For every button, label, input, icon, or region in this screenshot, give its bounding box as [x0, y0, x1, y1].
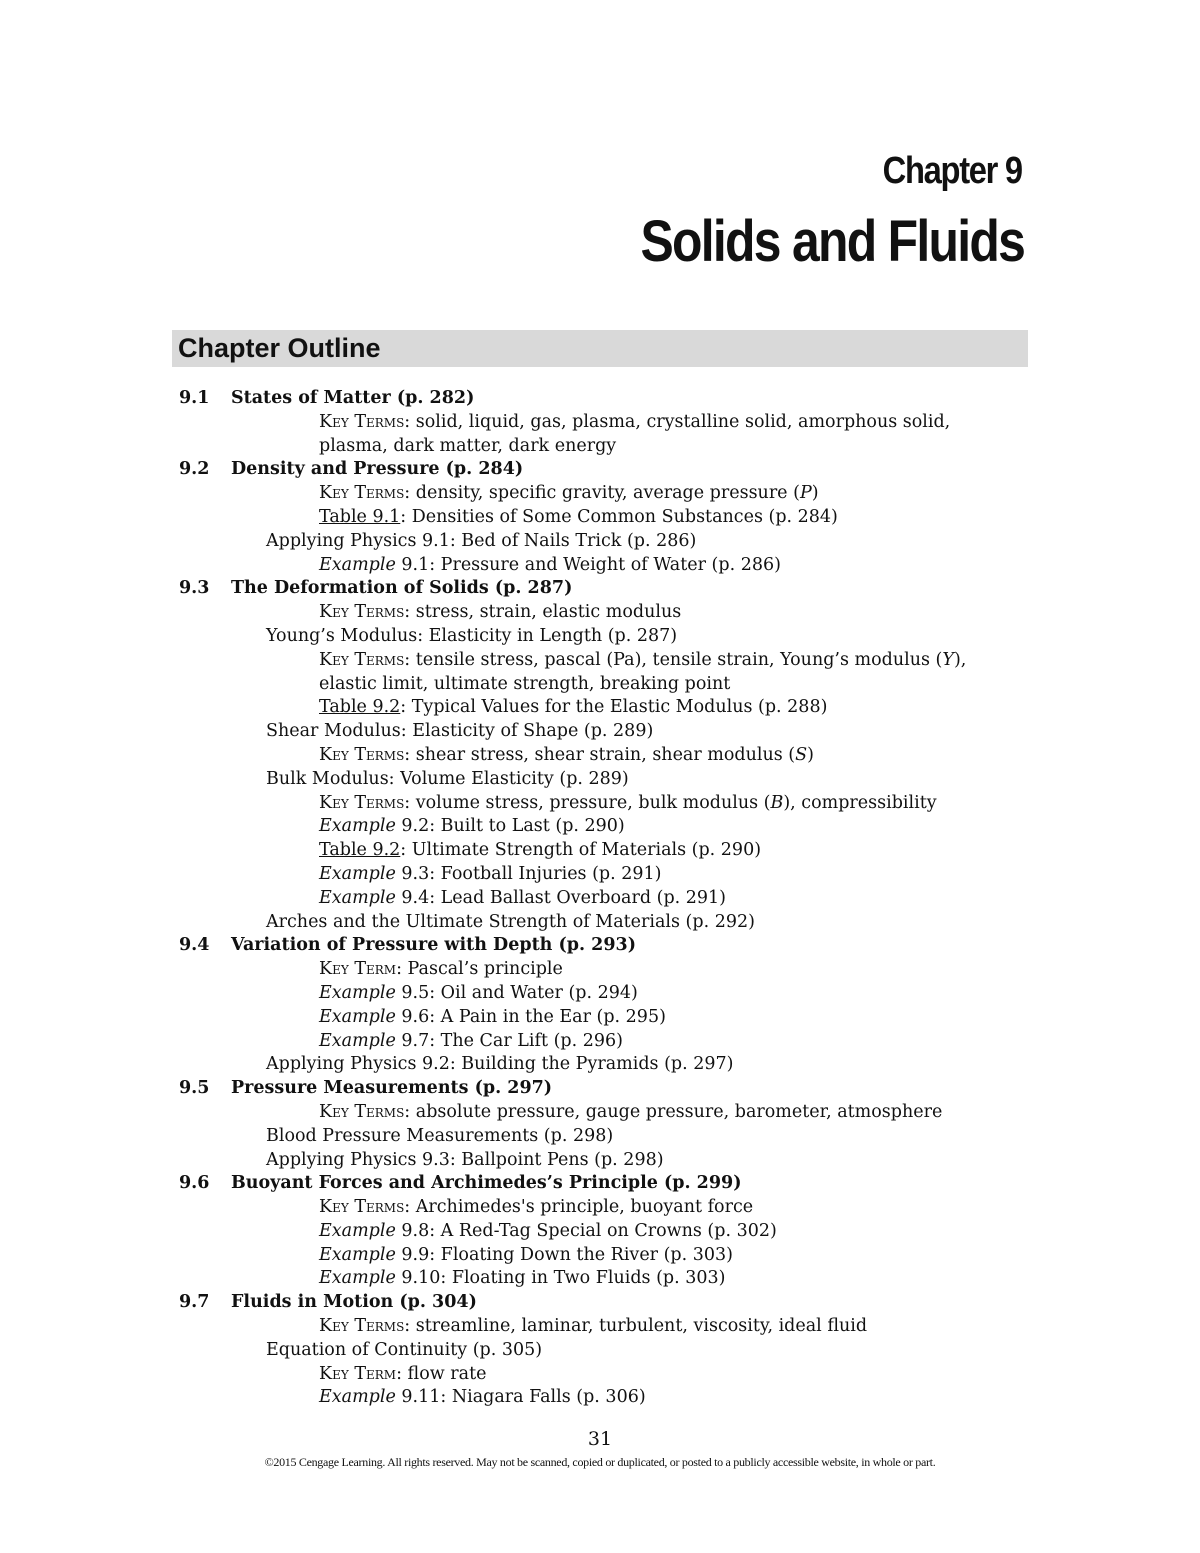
outline-entry: [319, 1386, 646, 1410]
copyright-notice: ©2015 Cengage Learning. All rights reserved. May not be scanned, copied or duplicated, or posted to a publicly accessible website, in whole or part.: [264, 1455, 936, 1469]
keyterms-text: : streamline, laminar, turbulent, viscosity, ideal fluid: [404, 1316, 868, 1337]
outline-entry: [319, 601, 681, 625]
chapter-title: Solids and Fluids: [640, 209, 1024, 274]
outline-entry: [319, 1267, 725, 1291]
outline-line-sub: [0, 911, 1200, 935]
outline-entry: [319, 1315, 867, 1339]
subsection-title: Young’s Modulus: Elasticity in Length (p. 287): [266, 625, 678, 646]
keyterms-text: : absolute pressure, gauge pressure, barometer, atmosphere: [404, 1101, 943, 1122]
outline-entry: [319, 1220, 777, 1244]
symbol-text: B: [770, 792, 784, 813]
tail-text: ): [807, 744, 814, 765]
example-prefix: Example: [319, 982, 396, 1003]
outline-line-example: [0, 1220, 1200, 1244]
example-text: 9.6: A Pain in the Ear (p. 295): [395, 1006, 666, 1027]
symbol-text: Y: [942, 649, 954, 670]
subsection-title: Applying Physics 9.2: Building the Pyramids (p. 297): [266, 1054, 734, 1075]
section-title: States of Matter (p. 282): [231, 388, 475, 408]
outline-line-keyterms: [0, 601, 1200, 625]
section-number: 9.5: [179, 1078, 210, 1099]
keyterms-prefix: Key Terms: [319, 411, 405, 432]
outline-entry: [319, 696, 827, 720]
table-text: : Ultimate Strength of Materials (p. 290): [400, 840, 762, 861]
outline-line-example: [0, 1006, 1200, 1030]
outline-entry: [319, 1196, 753, 1220]
outline-entry: [319, 554, 781, 578]
section-number: 9.1: [179, 388, 210, 408]
example-prefix: Example: [319, 1244, 396, 1265]
outline-entry: [319, 411, 950, 435]
outline-entry: [319, 482, 819, 506]
keyterms-text: : density, specific gravity, average pressure (: [404, 483, 800, 504]
section-number: 9.2: [179, 459, 210, 480]
outline-line-example: [0, 1386, 1200, 1410]
example-text: 9.11: Niagara Falls (p. 306): [395, 1387, 646, 1408]
keyterms-text: : volume stress, pressure, bulk modulus (: [404, 792, 771, 813]
example-prefix: Example: [319, 816, 396, 837]
outline-line-keyterms: [0, 792, 1200, 816]
outline-entry: [319, 815, 625, 839]
keyterms-text: : solid, liquid, gas, plasma, crystalline solid, amorphous solid,: [404, 411, 951, 432]
outline-entry: [319, 792, 937, 816]
outline-line-table: [0, 506, 1200, 530]
table-text: : Typical Values for the Elastic Modulus (p. 288): [400, 697, 828, 718]
example-text: 9.5: Oil and Water (p. 294): [395, 982, 638, 1003]
outline-line-keyterms: [0, 958, 1200, 982]
example-prefix: Example: [319, 1006, 396, 1027]
outline-line-keyterms: [0, 1363, 1200, 1387]
section-number: 9.6: [179, 1173, 210, 1194]
keyterms-text: : flow rate: [396, 1363, 487, 1384]
outline-line-section: [0, 577, 1200, 601]
chapter-outline: [0, 387, 1200, 1410]
outline-line-cont: [0, 673, 1200, 697]
section-title: Fluids in Motion (p. 304): [231, 1292, 477, 1313]
section-title: Buoyant Forces and Archimedes’s Principle (p. 299): [231, 1173, 742, 1194]
example-prefix: Example: [319, 887, 396, 908]
outline-line-section: [0, 1172, 1200, 1196]
outline-entry: [319, 1244, 733, 1268]
keyterms-prefix: Key Term: [319, 1363, 397, 1384]
outline-line-sub: [0, 1149, 1200, 1173]
continuation-text: elastic limit, ultimate strength, breaking point: [319, 673, 731, 694]
section-number: 9.4: [179, 935, 210, 956]
outline-entry: [319, 649, 966, 673]
outline-entry: [319, 1006, 666, 1030]
table-text: : Densities of Some Common Substances (p. 284): [400, 506, 838, 527]
outline-line-table: [0, 696, 1200, 720]
section-number: 9.3: [179, 578, 210, 599]
outline-line-example: [0, 887, 1200, 911]
outline-line-section: [0, 934, 1200, 958]
example-text: 9.4: Lead Ballast Overboard (p. 291): [395, 887, 726, 908]
outline-line-sub: [0, 1053, 1200, 1077]
outline-line-cont: [0, 435, 1200, 459]
subsection-title: Bulk Modulus: Volume Elasticity (p. 289): [266, 768, 629, 789]
outline-line-sub: [0, 720, 1200, 744]
keyterms-prefix: Key Terms: [319, 483, 405, 504]
tail-text: ), compressibility: [783, 792, 937, 813]
outline-line-section: [0, 458, 1200, 482]
subsection-title: Arches and the Ultimate Strength of Materials (p. 292): [266, 911, 755, 932]
outline-entry: [319, 744, 814, 768]
outline-line-section: [0, 1291, 1200, 1315]
outline-line-example: [0, 554, 1200, 578]
keyterms-prefix: Key Terms: [319, 1197, 405, 1218]
keyterms-text: : shear stress, shear strain, shear modulus (: [404, 744, 796, 765]
outline-line-example: [0, 863, 1200, 887]
page-number: 31: [587, 1428, 613, 1450]
outline-line-section: [0, 387, 1200, 411]
outline-entry: [319, 863, 662, 887]
chapter-label: Chapter 9: [882, 150, 1022, 192]
outline-line-example: [0, 982, 1200, 1006]
outline-line-sub: [0, 625, 1200, 649]
example-text: 9.3: Football Injuries (p. 291): [395, 863, 662, 884]
outline-line-keyterms: [0, 744, 1200, 768]
outline-line-keyterms: [0, 1101, 1200, 1125]
symbol-text: P: [799, 483, 812, 504]
outline-heading: Chapter Outline: [178, 333, 381, 363]
outline-line-section: [0, 1077, 1200, 1101]
example-text: 9.2: Built to Last (p. 290): [395, 816, 625, 837]
keyterms-prefix: Key Terms: [319, 602, 405, 623]
outline-line-example: [0, 1030, 1200, 1054]
table-prefix: Table 9.1: [319, 506, 401, 527]
outline-line-table: [0, 839, 1200, 863]
outline-line-sub: [0, 530, 1200, 554]
subsection-title: Shear Modulus: Elasticity of Shape (p. 289): [266, 721, 654, 742]
tail-text: ): [811, 483, 819, 504]
example-prefix: Example: [319, 863, 396, 884]
example-prefix: Example: [319, 1030, 396, 1051]
outline-line-example: [0, 1267, 1200, 1291]
outline-entry: [319, 1363, 486, 1387]
section-number: 9.7: [179, 1292, 210, 1313]
keyterms-prefix: Key Terms: [319, 1101, 405, 1122]
symbol-text: S: [795, 744, 808, 765]
example-text: 9.8: A Red-Tag Special on Crowns (p. 302): [395, 1220, 777, 1241]
keyterms-text: : Archimedes's principle, buoyant force: [404, 1197, 754, 1218]
keyterms-text: : stress, strain, elastic modulus: [404, 602, 682, 623]
outline-line-keyterms: [0, 411, 1200, 435]
outline-heading-bar: [172, 330, 1028, 367]
section-title: Pressure Measurements (p. 297): [231, 1078, 553, 1099]
outline-entry: [319, 982, 638, 1006]
subsection-title: Applying Physics 9.3: Ballpoint Pens (p. 298): [266, 1149, 664, 1170]
outline-entry: [319, 958, 563, 982]
example-prefix: Example: [319, 1220, 396, 1241]
example-text: 9.7: The Car Lift (p. 296): [395, 1030, 623, 1051]
subsection-title: Applying Physics 9.1: Bed of Nails Trick (p. 286): [266, 530, 697, 551]
outline-entry: [319, 506, 838, 530]
example-prefix: Example: [319, 1387, 396, 1408]
outline-line-sub: [0, 1339, 1200, 1363]
section-title: Density and Pressure (p. 284): [231, 459, 524, 480]
example-text: 9.1: Pressure and Weight of Water (p. 286): [395, 554, 781, 575]
section-title: Variation of Pressure with Depth (p. 293): [231, 935, 636, 956]
keyterms-text: : tensile stress, pascal (Pa), tensile strain, Young’s modulus (: [404, 649, 943, 670]
keyterms-text: : Pascal’s principle: [396, 959, 563, 980]
continuation-text: plasma, dark matter, dark energy: [319, 435, 617, 456]
outline-line-example: [0, 1244, 1200, 1268]
subsection-title: Blood Pressure Measurements (p. 298): [266, 1125, 614, 1146]
table-prefix: Table 9.2: [319, 697, 401, 718]
example-text: 9.10: Floating in Two Fluids (p. 303): [395, 1268, 726, 1289]
example-prefix: Example: [319, 1268, 396, 1289]
outline-line-keyterms: [0, 482, 1200, 506]
section-title: The Deformation of Solids (p. 287): [231, 578, 573, 599]
example-prefix: Example: [319, 554, 396, 575]
keyterms-prefix: Key Terms: [319, 649, 405, 670]
keyterms-prefix: Key Terms: [319, 792, 405, 813]
keyterms-prefix: Key Term: [319, 959, 397, 980]
outline-line-keyterms: [0, 1196, 1200, 1220]
outline-entry: [319, 839, 761, 863]
outline-entry: [319, 1101, 942, 1125]
outline-line-keyterms: [0, 649, 1200, 673]
keyterms-prefix: Key Terms: [319, 744, 405, 765]
keyterms-prefix: Key Terms: [319, 1316, 405, 1337]
tail-text: ),: [953, 649, 967, 670]
subsection-title: Equation of Continuity (p. 305): [266, 1339, 543, 1360]
outline-line-sub: [0, 1125, 1200, 1149]
outline-line-keyterms: [0, 1315, 1200, 1339]
outline-line-sub: [0, 768, 1200, 792]
outline-entry: [319, 1030, 623, 1054]
table-prefix: Table 9.2: [319, 840, 401, 861]
outline-entry: [319, 887, 726, 911]
example-text: 9.9: Floating Down the River (p. 303): [395, 1244, 733, 1265]
outline-line-example: [0, 815, 1200, 839]
